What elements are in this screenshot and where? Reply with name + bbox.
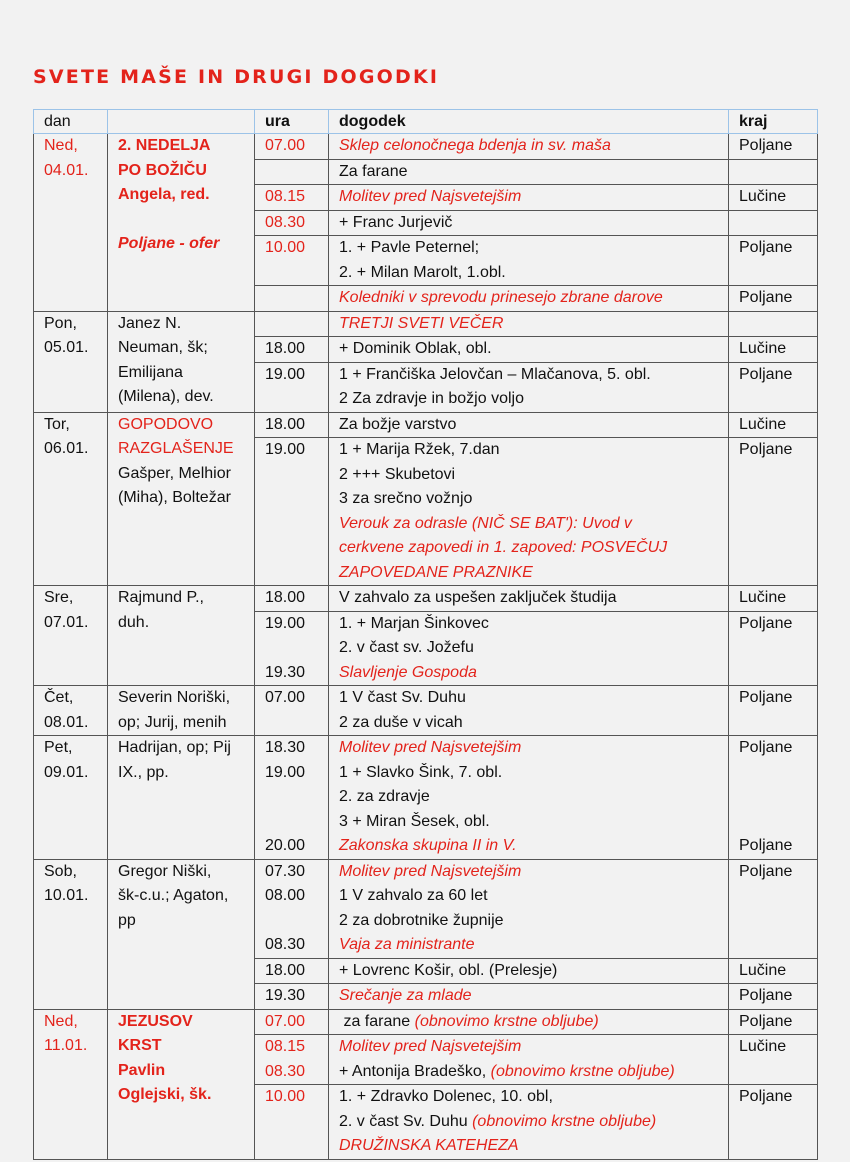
day-label: 08.01. bbox=[44, 713, 89, 731]
saint-line: PO BOŽIČU bbox=[118, 161, 207, 179]
event-text: 2 Za zdravje in božjo voljo bbox=[339, 390, 524, 407]
table-row bbox=[34, 686, 818, 711]
event-cell bbox=[329, 134, 729, 160]
place-cell bbox=[729, 761, 818, 786]
time-cell: 18.00 bbox=[255, 412, 329, 438]
time-cell: 08.00 bbox=[255, 884, 329, 909]
event-text: (obnovimo krstne obljube) bbox=[472, 1112, 657, 1130]
place-cell: Lučine bbox=[729, 958, 818, 984]
day-label: Sre, bbox=[44, 589, 74, 606]
event-cell bbox=[329, 159, 729, 185]
saint-line: 2. NEDELJA bbox=[118, 137, 211, 154]
schedule-table bbox=[33, 109, 818, 1160]
place-cell bbox=[729, 661, 818, 686]
day-label: Ned, bbox=[44, 1012, 78, 1030]
time-cell: 08.30 bbox=[255, 210, 329, 236]
event-cell bbox=[329, 1035, 729, 1060]
event-cell bbox=[329, 785, 729, 810]
event-text: Koledniki v sprevodu prinesejo zbrane darove bbox=[339, 289, 663, 306]
place-cell bbox=[729, 261, 818, 286]
day-cell bbox=[34, 412, 108, 586]
day-label: Pon, bbox=[44, 314, 77, 332]
place-cell bbox=[729, 536, 818, 561]
place-cell bbox=[729, 512, 818, 537]
page-title: SVETE MAŠE IN DRUGI DOGODKI bbox=[33, 66, 440, 88]
table-row bbox=[34, 859, 818, 884]
time-cell: 20.00 bbox=[255, 834, 329, 859]
header-saint bbox=[108, 110, 255, 134]
time-cell: 19.00 bbox=[255, 438, 329, 463]
saint-line: duh. bbox=[118, 613, 150, 631]
place-cell bbox=[729, 463, 818, 488]
event-text: 1. + Marjan Šinkovec bbox=[339, 614, 489, 632]
event-text: 2. + Milan Marolt, 1.obl. bbox=[339, 263, 506, 281]
saint-cell bbox=[108, 586, 255, 686]
time-cell bbox=[255, 810, 329, 835]
place-cell: Poljane bbox=[729, 736, 818, 761]
event-text: Zakonska skupina II in V. bbox=[339, 837, 517, 854]
saint-line: (Miha), Boltežar bbox=[118, 489, 231, 506]
event-cell bbox=[329, 711, 729, 736]
saint-line: (Milena), dev. bbox=[118, 388, 214, 405]
time-cell bbox=[255, 463, 329, 488]
event-text: 1 + Frančiška Jelovčan – Mlačanova, 5. obl. bbox=[339, 365, 651, 383]
event-text: V zahvalo za uspešen zaključek študija bbox=[339, 589, 617, 606]
saint-line: Janez N. bbox=[118, 314, 182, 332]
event-text: Slavljenje Gospoda bbox=[339, 663, 477, 681]
place-cell: Poljane bbox=[729, 834, 818, 859]
day-cell bbox=[34, 1009, 108, 1159]
day-cell bbox=[34, 134, 108, 312]
event-cell bbox=[329, 463, 729, 488]
time-cell: 18.00 bbox=[255, 337, 329, 363]
place-cell bbox=[729, 933, 818, 958]
event-cell bbox=[329, 636, 729, 661]
time-cell: 08.30 bbox=[255, 1060, 329, 1085]
event-cell bbox=[329, 761, 729, 786]
event-text: TRETJI SVETI VEČER bbox=[339, 314, 504, 332]
event-cell bbox=[329, 387, 729, 412]
event-text: cerkvene zapovedi in 1. zapoved: POSVEČUJ bbox=[339, 539, 668, 556]
place-cell: Lučine bbox=[729, 337, 818, 363]
event-text: DRUŽINSKA KATEHEZA bbox=[339, 1137, 519, 1154]
header-dogodek: dogodek bbox=[329, 110, 729, 134]
saint-line: Rajmund P., bbox=[118, 589, 204, 606]
place-cell bbox=[729, 311, 818, 337]
place-cell: Poljane bbox=[729, 1085, 818, 1110]
header-dan: dan bbox=[34, 110, 108, 134]
place-cell bbox=[729, 561, 818, 586]
saint-line: RAZGLAŠENJE bbox=[118, 440, 234, 457]
day-label: 09.01. bbox=[44, 763, 89, 781]
place-cell bbox=[729, 387, 818, 412]
event-cell bbox=[329, 311, 729, 337]
event-cell bbox=[329, 834, 729, 859]
day-label: 07.01. bbox=[44, 613, 89, 631]
place-cell bbox=[729, 487, 818, 512]
saint-line: GOPODOVO bbox=[118, 415, 214, 433]
saint-line: Poljane - ofer bbox=[118, 235, 220, 252]
day-label: 10.01. bbox=[44, 887, 89, 904]
place-cell: Poljane bbox=[729, 611, 818, 636]
saint-line: Gašper, Melhior bbox=[118, 464, 231, 482]
time-cell: 19.30 bbox=[255, 984, 329, 1010]
time-cell: 19.30 bbox=[255, 661, 329, 686]
day-label: 06.01. bbox=[44, 440, 89, 457]
event-text: Srečanje za mlade bbox=[339, 987, 472, 1004]
time-cell bbox=[255, 1134, 329, 1159]
time-cell bbox=[255, 261, 329, 286]
event-text: 2 +++ Skubetovi bbox=[339, 465, 456, 483]
saint-line: Gregor Niški, bbox=[118, 862, 212, 880]
day-label: Čet, bbox=[44, 689, 74, 706]
day-label: 05.01. bbox=[44, 339, 89, 356]
time-cell: 10.00 bbox=[255, 1085, 329, 1110]
event-cell bbox=[329, 958, 729, 984]
event-text: 2. v čast sv. Jožefu bbox=[339, 639, 474, 656]
time-cell bbox=[255, 159, 329, 185]
event-cell bbox=[329, 286, 729, 312]
place-cell bbox=[729, 210, 818, 236]
event-text: 2. za zdravje bbox=[339, 788, 430, 805]
saint-line: op; Jurij, menih bbox=[118, 713, 227, 731]
time-cell: 19.00 bbox=[255, 362, 329, 387]
event-cell bbox=[329, 586, 729, 612]
saint-line: Angela, red. bbox=[118, 186, 210, 203]
place-cell: Poljane bbox=[729, 362, 818, 387]
day-cell bbox=[34, 311, 108, 412]
event-text: Molitev pred Najsvetejšim bbox=[339, 862, 522, 880]
table-row bbox=[34, 311, 818, 337]
event-text: (obnovimo krstne obljube) bbox=[414, 1012, 599, 1030]
time-cell: 19.00 bbox=[255, 611, 329, 636]
day-label: Tor, bbox=[44, 415, 70, 433]
event-text: 3 za srečno vožnjo bbox=[339, 490, 473, 507]
event-text: (obnovimo krstne obljube) bbox=[490, 1062, 675, 1080]
place-cell bbox=[729, 1134, 818, 1159]
table-row bbox=[34, 134, 818, 160]
day-cell bbox=[34, 736, 108, 860]
header-ura: ura bbox=[255, 110, 329, 134]
place-cell: Lučine bbox=[729, 185, 818, 211]
day-label: 04.01. bbox=[44, 161, 89, 179]
day-cell bbox=[34, 859, 108, 1009]
event-cell bbox=[329, 487, 729, 512]
saint-cell bbox=[108, 859, 255, 1009]
time-cell: 07.00 bbox=[255, 134, 329, 160]
event-cell bbox=[329, 236, 729, 261]
place-cell bbox=[729, 785, 818, 810]
saint-line: Neuman, šk; bbox=[118, 339, 208, 356]
event-cell bbox=[329, 1085, 729, 1110]
saint-cell bbox=[108, 311, 255, 412]
place-cell: Lučine bbox=[729, 586, 818, 612]
day-label: Sob, bbox=[44, 862, 77, 880]
time-cell: 19.00 bbox=[255, 761, 329, 786]
header-row bbox=[34, 110, 818, 134]
time-cell: 10.00 bbox=[255, 236, 329, 261]
event-cell bbox=[329, 536, 729, 561]
day-label: Pet, bbox=[44, 739, 73, 756]
event-cell bbox=[329, 362, 729, 387]
saint-cell bbox=[108, 134, 255, 312]
time-cell: 07.30 bbox=[255, 859, 329, 884]
event-text: 1 V čast Sv. Duhu bbox=[339, 689, 466, 706]
saint-cell bbox=[108, 412, 255, 586]
saint-line: pp bbox=[118, 911, 136, 929]
event-text: 1 + Marija Ržek, 7.dan bbox=[339, 441, 500, 458]
time-cell: 18.30 bbox=[255, 736, 329, 761]
event-text: 1. + Zdravko Dolenec, 10. obl, bbox=[339, 1088, 553, 1105]
saint-cell bbox=[108, 1009, 255, 1159]
place-cell: Lučine bbox=[729, 1035, 818, 1060]
time-cell bbox=[255, 909, 329, 934]
event-text: ZAPOVEDANE PRAZNIKE bbox=[339, 563, 533, 581]
place-cell: Poljane bbox=[729, 1009, 818, 1035]
time-cell bbox=[255, 512, 329, 537]
place-cell bbox=[729, 810, 818, 835]
time-cell bbox=[255, 536, 329, 561]
event-text: + Franc Jurjevič bbox=[339, 213, 453, 231]
event-cell bbox=[329, 210, 729, 236]
time-cell: 07.00 bbox=[255, 686, 329, 711]
event-text: Za farane bbox=[339, 162, 408, 180]
day-cell bbox=[34, 686, 108, 736]
saint-cell bbox=[108, 736, 255, 860]
event-text: Sklep celonočnega bdenja in sv. maša bbox=[339, 137, 611, 154]
time-cell: 08.30 bbox=[255, 933, 329, 958]
place-cell bbox=[729, 1110, 818, 1135]
table-row bbox=[34, 1009, 818, 1035]
event-cell bbox=[329, 512, 729, 537]
event-text: + Dominik Oblak, obl. bbox=[339, 340, 492, 357]
saint-line: IX., pp. bbox=[118, 763, 169, 781]
event-cell bbox=[329, 984, 729, 1010]
time-cell bbox=[255, 711, 329, 736]
place-cell: Poljane bbox=[729, 286, 818, 312]
event-text: + Antonija Bradeško, bbox=[339, 1062, 491, 1080]
event-text: 1. + Pavle Peternel; bbox=[339, 239, 480, 256]
event-cell bbox=[329, 611, 729, 636]
table-row bbox=[34, 586, 818, 612]
event-cell bbox=[329, 810, 729, 835]
time-cell: 18.00 bbox=[255, 586, 329, 612]
day-cell bbox=[34, 586, 108, 686]
event-text: Molitev pred Najsvetejšim bbox=[339, 1038, 522, 1055]
place-cell bbox=[729, 636, 818, 661]
time-cell bbox=[255, 387, 329, 412]
event-cell bbox=[329, 661, 729, 686]
place-cell bbox=[729, 884, 818, 909]
table-row bbox=[34, 412, 818, 438]
event-cell bbox=[329, 1009, 729, 1035]
place-cell bbox=[729, 909, 818, 934]
event-text: Molitev pred Najsvetejšim bbox=[339, 188, 522, 205]
event-cell bbox=[329, 412, 729, 438]
event-text: 2 za dobrotnike župnije bbox=[339, 911, 504, 929]
saint-line: Hadrijan, op; Pij bbox=[118, 739, 231, 756]
saint-line: KRST bbox=[118, 1037, 162, 1054]
saint-cell bbox=[108, 686, 255, 736]
place-cell: Poljane bbox=[729, 859, 818, 884]
event-cell bbox=[329, 884, 729, 909]
event-text: 2 za duše v vicah bbox=[339, 713, 463, 731]
saint-line: Emilijana bbox=[118, 363, 183, 381]
place-cell: Poljane bbox=[729, 438, 818, 463]
event-text: Verouk za odrasle (NIČ SE BAT'): Uvod v bbox=[339, 514, 632, 532]
event-cell bbox=[329, 1110, 729, 1135]
saint-line bbox=[118, 208, 254, 233]
place-cell bbox=[729, 711, 818, 736]
day-label: 11.01. bbox=[44, 1037, 88, 1054]
time-cell bbox=[255, 1110, 329, 1135]
saint-line: JEZUSOV bbox=[118, 1012, 193, 1030]
saint-line: Severin Noriški, bbox=[118, 689, 231, 706]
event-cell bbox=[329, 185, 729, 211]
time-cell: 08.15 bbox=[255, 185, 329, 211]
place-cell: Lučine bbox=[729, 412, 818, 438]
event-cell bbox=[329, 261, 729, 286]
event-cell bbox=[329, 933, 729, 958]
event-cell bbox=[329, 859, 729, 884]
place-cell: Poljane bbox=[729, 686, 818, 711]
event-cell bbox=[329, 438, 729, 463]
event-text: 1 V zahvalo za 60 let bbox=[339, 887, 488, 904]
place-cell: Poljane bbox=[729, 984, 818, 1010]
event-text: 3 + Miran Šesek, obl. bbox=[339, 812, 490, 830]
time-cell bbox=[255, 636, 329, 661]
saint-line: šk-c.u.; Agaton, bbox=[118, 887, 229, 904]
event-cell bbox=[329, 1060, 729, 1085]
event-cell bbox=[329, 909, 729, 934]
event-text: Za božje varstvo bbox=[339, 415, 457, 433]
time-cell: 07.00 bbox=[255, 1009, 329, 1035]
event-cell bbox=[329, 337, 729, 363]
event-text: + Lovrenc Košir, obl. (Prelesje) bbox=[339, 961, 558, 979]
place-cell bbox=[729, 1060, 818, 1085]
time-cell bbox=[255, 487, 329, 512]
place-cell bbox=[729, 159, 818, 185]
header-kraj: kraj bbox=[729, 110, 818, 134]
time-cell bbox=[255, 311, 329, 337]
event-text: Molitev pred Najsvetejšim bbox=[339, 739, 522, 756]
time-cell: 08.15 bbox=[255, 1035, 329, 1060]
event-cell bbox=[329, 1134, 729, 1159]
place-cell: Poljane bbox=[729, 236, 818, 261]
event-text: za farane bbox=[339, 1012, 415, 1030]
time-cell bbox=[255, 561, 329, 586]
time-cell bbox=[255, 785, 329, 810]
event-cell bbox=[329, 561, 729, 586]
saint-line: Pavlin bbox=[118, 1061, 166, 1079]
event-text: Vaja za ministrante bbox=[339, 936, 475, 953]
time-cell bbox=[255, 286, 329, 312]
time-cell: 18.00 bbox=[255, 958, 329, 984]
place-cell: Poljane bbox=[729, 134, 818, 160]
event-cell bbox=[329, 736, 729, 761]
table-row bbox=[34, 736, 818, 761]
event-text: 1 + Slavko Šink, 7. obl. bbox=[339, 763, 503, 781]
event-text: 2. v čast Sv. Duhu bbox=[339, 1112, 473, 1130]
event-cell bbox=[329, 686, 729, 711]
saint-line: Oglejski, šk. bbox=[118, 1086, 212, 1103]
day-label: Ned, bbox=[44, 137, 78, 154]
